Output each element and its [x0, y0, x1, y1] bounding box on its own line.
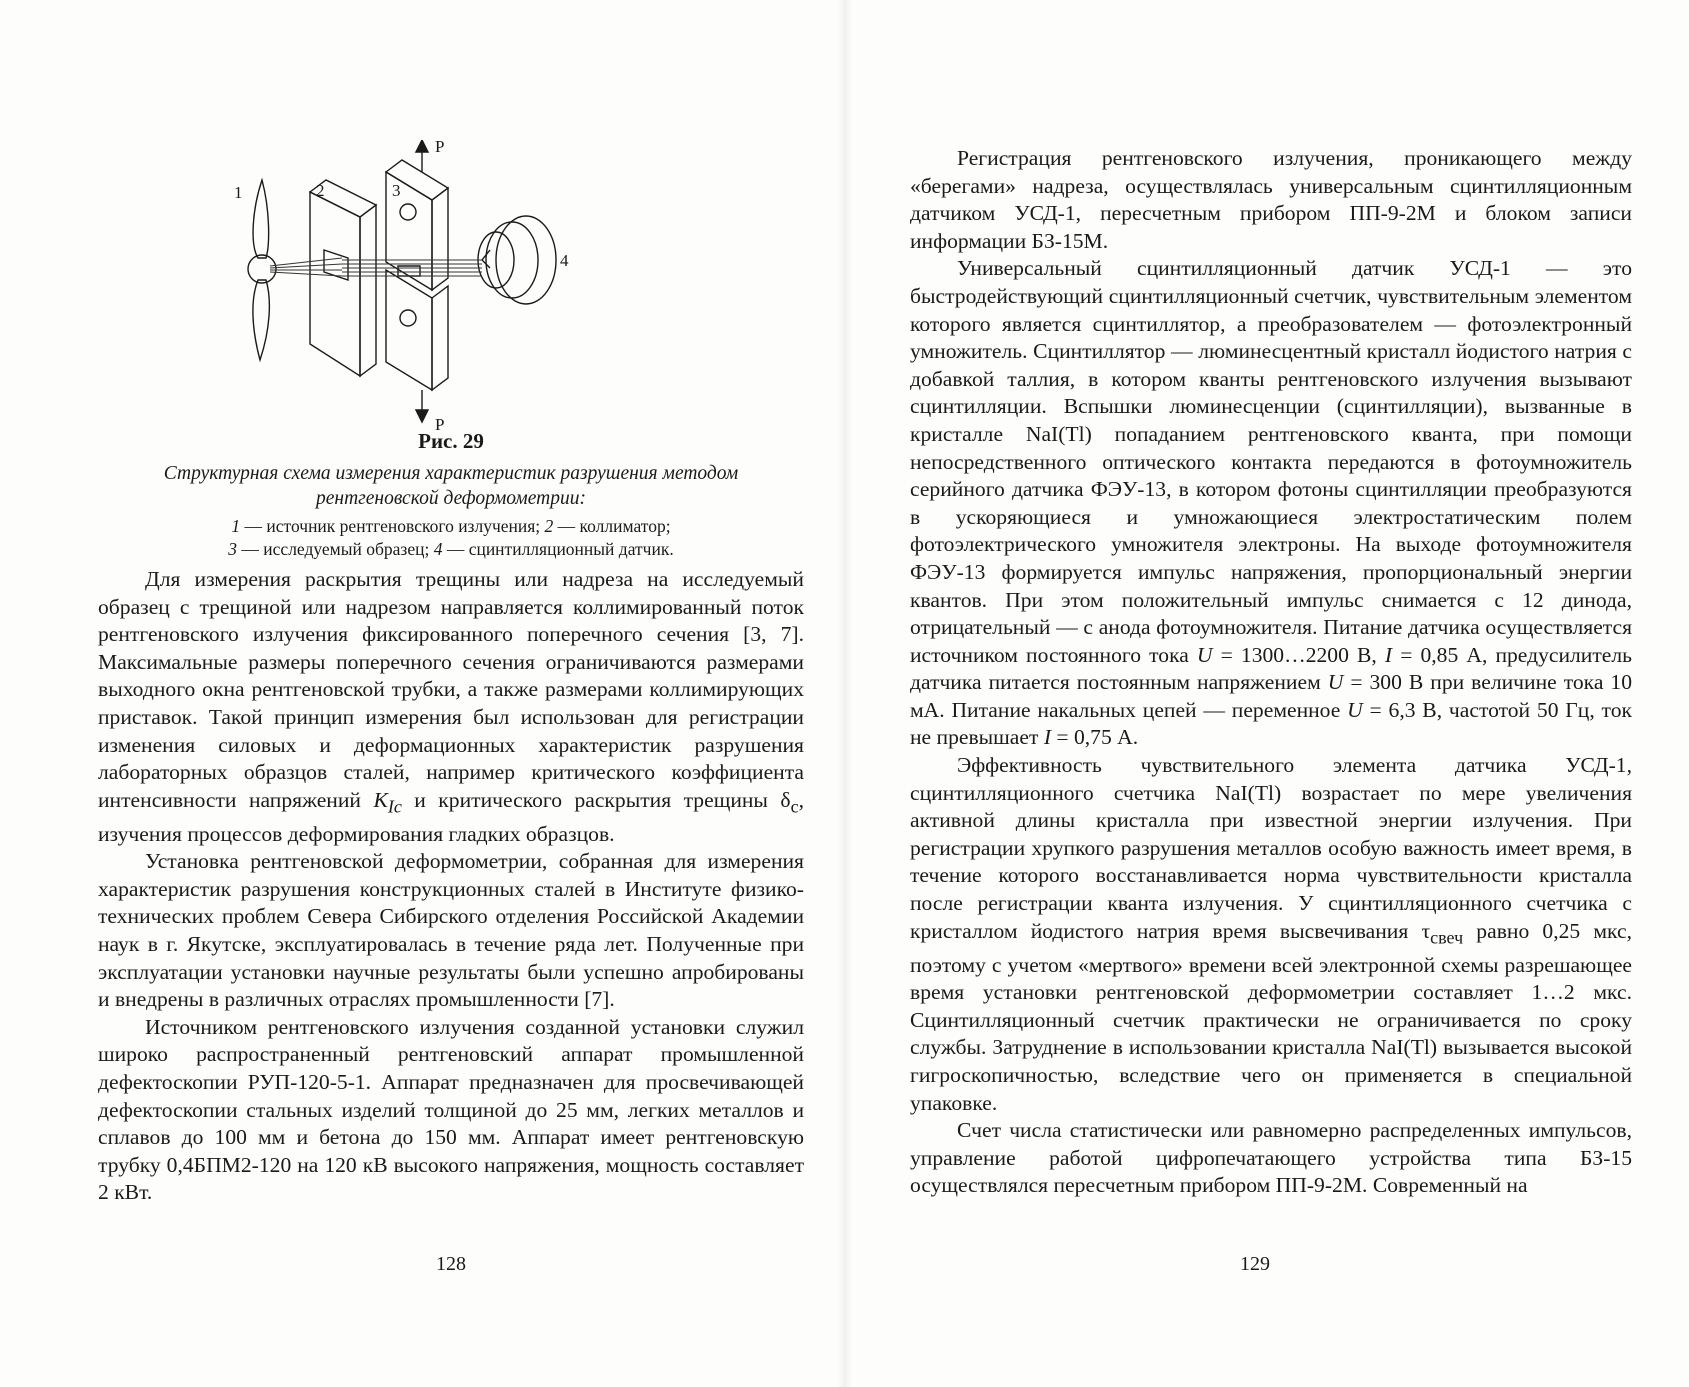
- figure-29-diagram: [230, 140, 650, 430]
- delta-c-symbol: $\delta_c$: [780, 787, 799, 817]
- right-paragraph-3: [910, 752, 1632, 1117]
- right-paragraph-2: Универсальный сцинтилляционный датчик УСД-1 — это быстродействующий сцинтилляционный счетчик, чувствительным элементом которого является сцинтиллятор, а преобразователем — фотоэлектронный умножитель. Сцинтиллятор — люминесцентный кристалл йодистого натрия с добавкой таллия, в котором кванты рентгеновского излучения вызывают сцинтилляции. Вспышки люминесценции (сцинтилляции), вызванные в кристалле NaI(Tl) попаданием рентгеновского кванта, при помощи непосредственного оптического контакта передаются в фотоумножитель серийного датчика ФЭУ-13, в котором фотоны сцинтилляции преобразуются в ускоряющиеся и умножающиеся электростатическим полем фотоэлектрического умножителя электроны. На выходе фотоумножителя ФЭУ-13 формируется импульс напряжения, пропорциональный энергии квантов. При этом положительный импульс снимается с 12 динода, отрицательный — с анода фотоумножителя. Питание датчика осуществляется источником постоянного тока U = 1300…2200 В, I = 0,85 А, предусилитель датчика питается постоянным напряжением U = 300 В при величине тока 10 мА. Питание накальных цепей — переменное U = 6,3 В, частотой 50 Гц, ток не превышает I = 0,75 А.: [910, 256, 1633, 750]
- label-4: 4: [560, 251, 569, 270]
- force-arrow-top-head: [416, 140, 428, 152]
- legend-key-3: 3: [228, 539, 238, 559]
- voltage-symbol-1: U: [1196, 642, 1213, 667]
- left-p1-text-c: , изучения процессов деформирования гладких образцов.: [98, 787, 804, 846]
- left-p1-text-b: и критического раскрытия трещины: [401, 787, 781, 812]
- figure-title: Рис. 29: [418, 429, 484, 453]
- specimen-hole-bottom: [400, 310, 416, 326]
- label-p-bottom: P: [435, 415, 445, 430]
- right-paragraph-1: Регистрация рентгеновского излучения, проникающего между «берегами» надреза, осуществлялась универсальным сцинтилляционным датчиком УСД-1, пересчетным прибором ПП-9-2М и блоком записи информации БЗ-15М.: [910, 146, 1632, 253]
- figure-caption: [110, 461, 792, 511]
- voltage-symbol-3: U: [1347, 697, 1363, 722]
- legend-text-1: — источник рентгеновского излучения;: [240, 516, 545, 536]
- figure-legend: [110, 515, 792, 561]
- legend-key-1: 1: [231, 516, 241, 536]
- legend-key-2: 2: [544, 516, 554, 536]
- legend-text-3: — исследуемый образец;: [237, 539, 434, 559]
- figure-caption-line-2: рентгеновской деформометрии:: [316, 488, 586, 509]
- kic-symbol: $K_{Ic}$: [373, 787, 402, 817]
- source-blade-top: [253, 180, 269, 258]
- page-number-left: 128: [436, 1253, 466, 1275]
- specimen-lower-front: [386, 270, 432, 390]
- collimator-front-face: [310, 192, 360, 376]
- right-p3-text-a: Эффективность чувствительного элемента датчика УСД-1, сцинтилляционного счетчика NaI(Tl) возрастает по мере увеличения активной длины кристалла при известной энергии излучения. При регистрации хрупкого разрушения металлов особую важность имеет время, в течение которого восстанавливается норма чувствительности кристалла после регистрации кванта излучения. У сцинтилляционного счетчика с кристаллом йодистого натрия время высвечивания: [910, 753, 1632, 943]
- right-p3-text-b: равно 0,25 мкс, поэтому с учетом «мертвого» времени всей электронной схемы разрешающее время установки рентгеновской деформометрии составляет 1…2 мкс. Сцинтилляционный счетчик практически не ограничивается по сроку службы. Затруднение в использовании кристалла NaI(Tl) вызывается высокой гигроскопичностью, вследствие чего он применяется в специальной упаковке.: [910, 918, 1632, 1115]
- specimen-upper-side: [432, 188, 448, 290]
- left-page-body: [98, 566, 804, 1207]
- specimen-hole-top: [400, 204, 416, 220]
- current-symbol-1: I: [1384, 642, 1393, 667]
- left-p1-text-a: Для измерения раскрытия трещины или надреза на исследуемый образец с трещиной или надрезом направляется коллимированный поток рентгеновского излучения фиксированного поперечного сечения [3, 7]. Максимальные размеры поперечного сечения ограничиваются размерами выходного окна рентгеновской трубки, а также размерами коллимирующих приставок. Такой принцип измерения был использован для регистрации изменения силовых и деформационных характеристик разрушения лабораторных образцов сталей, например критического коэффициента интенсивности напряжений: [98, 567, 804, 812]
- left-paragraph-3: Источником рентгеновского излучения созданной установки служил широко распространенный рентгеновский аппарат промышленной дефектоскопии РУП-120-5-1. Аппарат предназначен для просвечивающей дефектоскопии стальных изделий толщиной до 25 мм, легких металлов и сплавов до 100 мм и бетона до 150 мм. Аппарат имеет рентгеновскую трубку 0,4БПМ2-120 на 120 кВ высокого напряжения, мощность составляет 2 кВт.: [98, 1014, 804, 1205]
- book-gutter: [838, 0, 852, 1387]
- tau-symbol: $\tau_{свеч}$: [1421, 918, 1464, 947]
- page-right: [852, 0, 1689, 1387]
- detector-middle-ring: [486, 222, 538, 298]
- right-p2-text-a: Универсальный сцинтилляционный датчик УСД-1 — это быстродействующий сцинтилляционный счетчик, чувствительным элементом которого является сцинтиллятор, а преобразователем — фотоэлектронный умножитель. Сцинтиллятор — люминесцентный кристалл йодистого натрия с добавкой таллия, в котором кванты рентгеновского излучения вызывают сцинтилляции. Вспышки люминесценции (сцинтилляции), вызванные в кристалле NaI(Tl) попаданием рентгеновского кванта, при помощи непосредственного оптического контакта передаются в фотоумножитель серийного датчика ФЭУ-13, в котором фотоны сцинтилляции преобразуются в ускоряющиеся и умножающиеся электростатическим полем фотоэлектрического умножителя электроны. На выходе фотоумножителя ФЭУ-13 формируется импульс напряжения, пропорциональный энергии квантов. При этом положительный импульс снимается с 12 динода, отрицательный — с анода фотоумножителя. Питание датчика осуществляется источником постоянного тока: [910, 256, 1632, 667]
- legend-text-4: — сцинтилляционный датчик.: [442, 539, 674, 559]
- figure-caption-line-1: Структурная схема измерения характеристик разрушения методом: [163, 463, 739, 484]
- collimator-side-face: [360, 205, 376, 376]
- specimen-lower-side: [432, 286, 448, 390]
- label-p-top: P: [435, 140, 445, 156]
- page-left: [0, 0, 838, 1387]
- label-1: 1: [234, 183, 243, 202]
- page-number-right: 129: [1240, 1253, 1270, 1275]
- detector-outer-ring: [496, 216, 556, 304]
- source-blade-bottom: [253, 280, 269, 360]
- label-3: 3: [392, 181, 401, 200]
- legend-text-2: — коллиматор;: [553, 516, 671, 536]
- legend-key-4: 4: [433, 539, 443, 559]
- left-paragraph-1: [98, 566, 804, 848]
- figure-legend-line-2: [110, 538, 792, 561]
- voltage-symbol-2: U: [1327, 670, 1344, 695]
- right-paragraph-4: Счет числа статистически или равномерно распределенных импульсов, управление работой цифропечатающего устройства типа БЗ-15 осуществлялся пересчетным прибором ПП-9-2М. Современный на: [910, 1118, 1632, 1198]
- current-symbol-2: I: [1043, 725, 1052, 750]
- label-2: 2: [316, 181, 325, 200]
- xray-tube-bulb: [248, 255, 276, 283]
- right-page-body: [910, 145, 1632, 1200]
- figure-legend-line-1: [110, 515, 792, 538]
- left-paragraph-2: Установка рентгеновской деформометрии, собранная для измерения характеристик разрушения конструкционных сталей в Институте физико-технических проблем Севера Сибирского отделения Российской Академии наук в г. Якутске, эксплуатировалась в течение ряда лет. Полученные при эксплуатации установки научные результаты были успешно апробированы и внедрены в различных отраслях промышленности [7].: [98, 849, 804, 1012]
- force-arrow-bottom-head: [416, 410, 428, 422]
